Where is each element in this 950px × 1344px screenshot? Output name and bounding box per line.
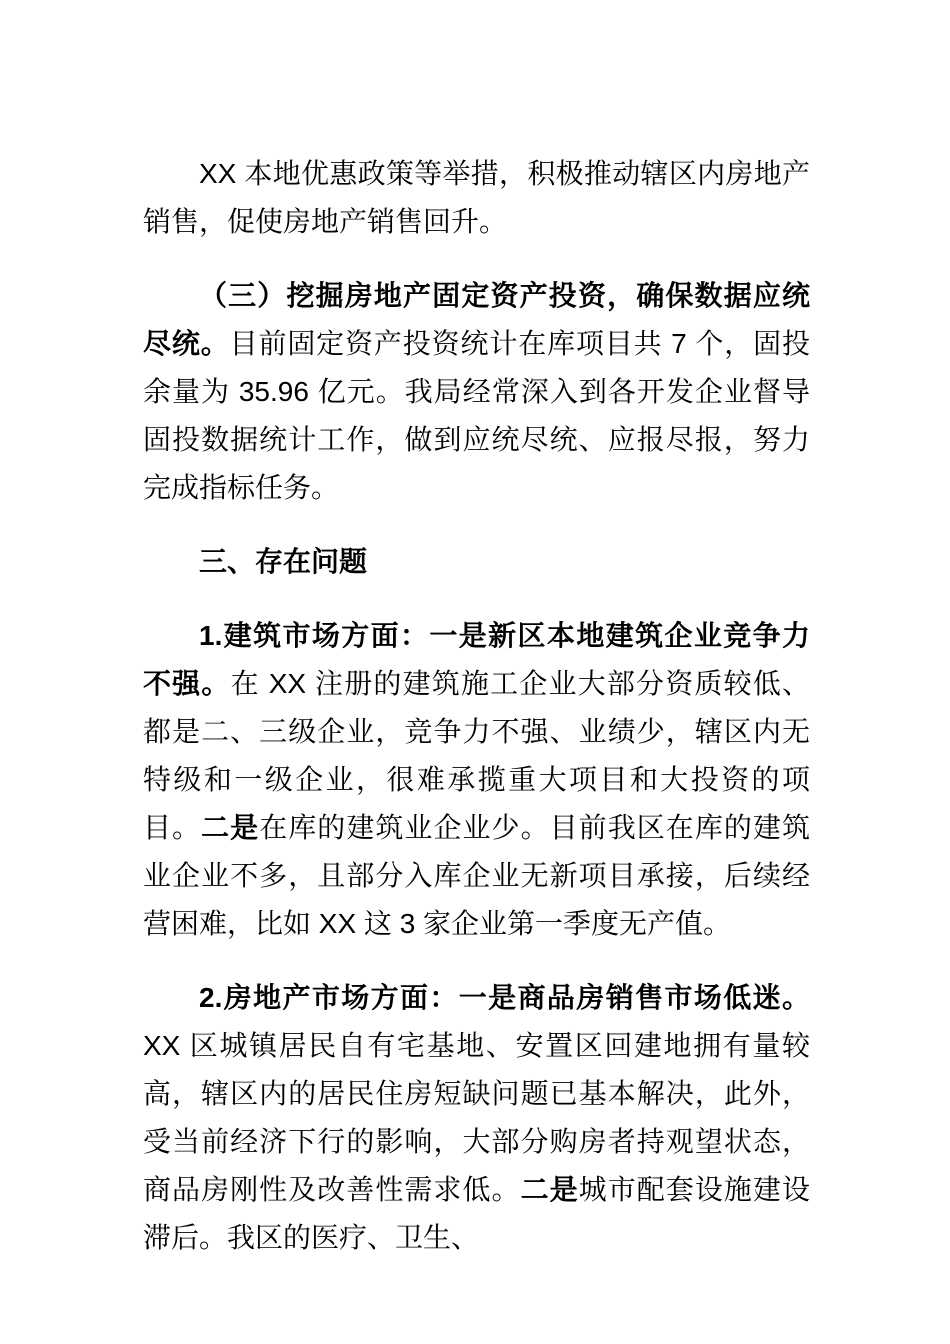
text-run: XX 本地优惠政策等举措，积极推动辖区内房地产销售，促使房地产销售回升。 bbox=[143, 158, 810, 237]
text-run-bold: 二是 bbox=[201, 812, 260, 843]
paragraph-sales-promotion bbox=[143, 150, 810, 246]
text-run-bold: 2.房地产市场方面：一是商品房销售市场低迷。 bbox=[199, 982, 810, 1013]
text-run: 目前固定资产投资统计在库项目共 7 个，固投余量为 35.96 亿元。我局经常深入到各开发企业督导固投数据统计工作，做到应统尽统、应报尽报，努力完成指标任务。 bbox=[143, 328, 810, 503]
text-run: 城市配套设施建设滞后。我区的医疗、卫生、 bbox=[143, 1174, 810, 1253]
text-run-bold: （三）挖掘房地产固定资产投资，确保数据应统尽统。 bbox=[143, 280, 810, 359]
text-run: 在库的建筑业企业少。目前我区在库的建筑业企业不多，且部分入库企业无新项目承接，后续经营困难，比如 XX 这 3 家企业第一季度无产值。 bbox=[143, 812, 810, 939]
paragraph-section-three-fixed-investment bbox=[143, 272, 810, 512]
text-run: 在 XX 注册的建筑施工企业大部分资质较低、都是二、三级企业，竞争力不强、业绩少，辖区内无特级和一级企业，很难承揽重大项目和大投资的项目。 bbox=[143, 668, 810, 843]
paragraph-problem-realestate-market bbox=[143, 974, 810, 1262]
paragraph-problem-construction-market bbox=[143, 612, 810, 948]
text-run: XX 区城镇居民自有宅基地、安置区回建地拥有量较高，辖区内的居民住房短缺问题已基本解决，此外，受当前经济下行的影响，大部分购房者持观望状态，商品房刚性及改善性需求低。 bbox=[143, 1030, 810, 1205]
section-heading-problems bbox=[143, 538, 810, 586]
text-run-bold: 三、存在问题 bbox=[199, 546, 368, 577]
text-run-bold: 1.建筑市场方面：一是新区本地建筑企业竞争力不强。 bbox=[143, 620, 810, 699]
text-run-bold: 二是 bbox=[520, 1174, 579, 1205]
